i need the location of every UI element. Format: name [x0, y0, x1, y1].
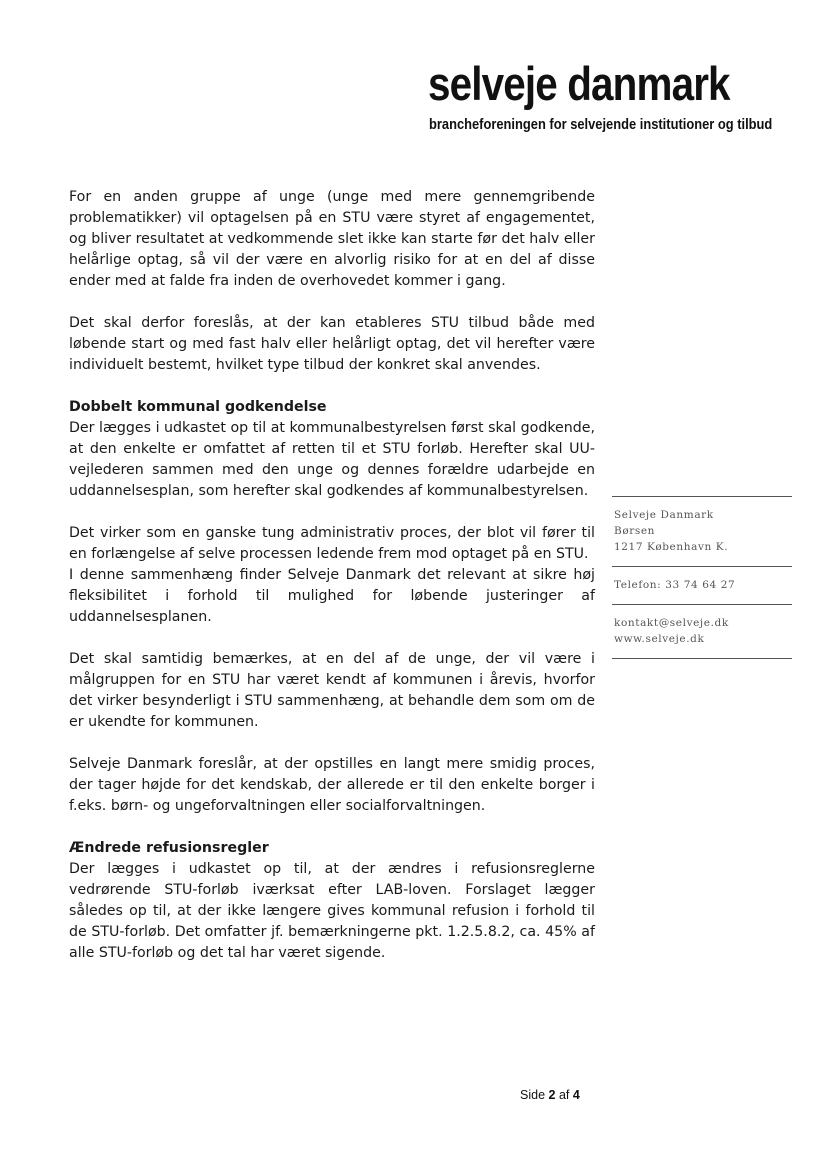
paragraph-8: Der lægges i udkastet op til, at der ændres i refusionsreglerne vedrørende STU-forløb iværksat efter LAB-loven. Forslaget lægger således op til, at der ikke længere gives kommunal refusion i forhold til de STU-forløb. Det omfatter jf. bemærkningerne pkt. 1.2.5.8.2, ca. 45% af alle STU-forløb og det tal har været sigende.	[69, 861, 595, 961]
page-number	[520, 1088, 580, 1102]
contact-email[interactable]: kontakt@selveje.dk	[614, 617, 729, 629]
phone-block	[612, 567, 792, 604]
page-of: af	[558, 1088, 570, 1102]
letter-body	[69, 187, 595, 985]
paragraph-1: For en anden gruppe af unge (unge med mere gennemgribende problematikker) vil optagelsen på en STU være styret af engagementet, og bliver resultatet at vedkommende slet ikke kan starte før det halv eller helårlige optag, så vil der være en alvorlig risiko for at en del af disse ender med at falde fra inden de overhovedet kommer i gang.	[69, 189, 595, 289]
paragraph-7: Selveje Danmark foreslår, at der opstilles en langt mere smidig proces, der tager højde for det kendskab, der allerede er til den enkelte borger i f.eks. børn- og ungeforvaltningen eller socialforvaltningen.	[69, 756, 595, 814]
contact-org: Selveje Danmark	[614, 509, 714, 521]
section-heading-dobbelt-godkendelse: Dobbelt kommunal godkendelse	[69, 399, 327, 415]
brand-tagline: brancheforeningen for selvejende institutioner og tilbud	[429, 116, 773, 133]
paragraph-4: Det virker som en ganske tung administrativ proces, der blot vil fører til en forlængelse af selve processen ledende frem mod optaget på en STU.	[69, 525, 595, 562]
contact-street: Børsen	[614, 525, 656, 537]
divider	[612, 658, 792, 659]
contact-web[interactable]: www.selveje.dk	[614, 633, 705, 645]
contact-sidebar	[612, 496, 792, 659]
brand-logo: selveje danmark	[428, 57, 730, 110]
page-total: 4	[572, 1088, 580, 1102]
paragraph-3: Der lægges i udkastet op til at kommunalbestyrelsen først skal godkende, at den enkelte er omfattet af retten til et STU forløb. Herefter skal UU-vejlederen sammen med den unge og dennes forældre udarbejde en uddannelsesplan, som herefter skal godkendes af kommunalbestyrelsen.	[69, 420, 595, 499]
address-block	[612, 497, 792, 566]
web-block	[612, 605, 792, 658]
paragraph-6: Det skal samtidig bemærkes, at en del af de unge, der vil være i målgruppen for en STU har været kendt af kommunen i årevis, hvorfor det virker besynderligt i STU sammenhæng, at behandle dem som om de er ukendte for kommunen.	[69, 651, 595, 730]
contact-city: 1217 København K.	[614, 541, 729, 553]
page-current: 2	[548, 1088, 556, 1102]
paragraph-5: I denne sammenhæng finder Selveje Danmark det relevant at sikre høj fleksibilitet i forhold til mulighed for løbende justeringer af uddannelsesplanen.	[69, 567, 595, 625]
contact-phone: Telefon: 33 74 64 27	[614, 579, 736, 591]
page-label: Side	[520, 1088, 546, 1102]
section-heading-refusionsregler: Ændrede refusionsregler	[69, 840, 269, 856]
paragraph-2: Det skal derfor foreslås, at der kan etableres STU tilbud både med løbende start og med fast halv eller helårligt optag, det vil herefter være individuelt bestemt, hvilket type tilbud der konkret skal anvendes.	[69, 315, 595, 373]
